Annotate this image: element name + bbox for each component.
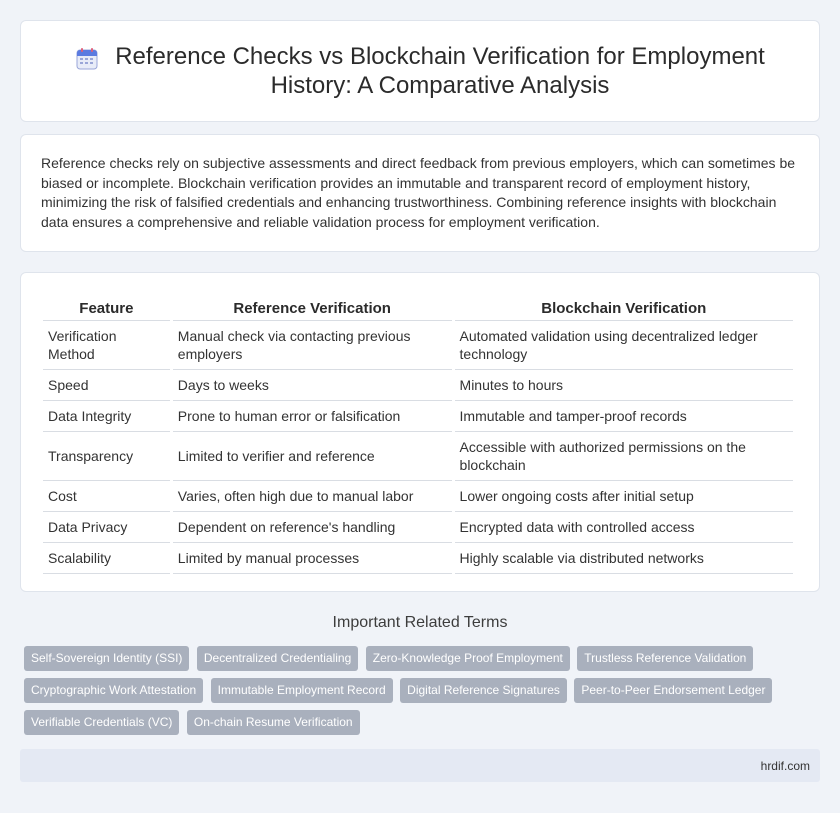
table-cell: Lower ongoing costs after initial setup xyxy=(455,481,793,512)
calendar-icon xyxy=(75,47,99,71)
table-cell: Varies, often high due to manual labor xyxy=(173,481,452,512)
related-terms-tags xyxy=(24,646,784,742)
table-cell: Prone to human error or falsification xyxy=(173,401,452,432)
tag-verifiable-credentials[interactable]: Verifiable Credentials (VC) xyxy=(24,710,179,735)
summary-text: Reference checks rely on subjective assessments and direct feedback from previous employers, which can sometimes be biased or incomplete. Blockchain verification provides an immutable and transparent record of employment history, minimizing the risk of falsified credentials and enhancing trustworthiness. Combining reference insights with blockchain data ensures a comprehensive and reliable validation process for employment verification. xyxy=(41,155,796,230)
table-cell: Cost xyxy=(43,481,170,512)
tag-trustless-reference[interactable]: Trustless Reference Validation xyxy=(577,646,753,671)
table-cell: Immutable and tamper-proof records xyxy=(455,401,793,432)
tag-zkp-employment[interactable]: Zero-Knowledge Proof Employment xyxy=(366,646,570,671)
comparison-table-card xyxy=(20,272,820,592)
header-card xyxy=(20,20,820,122)
table-cell: Minutes to hours xyxy=(455,370,793,401)
footer xyxy=(20,749,820,782)
summary-card xyxy=(20,134,820,252)
table-row xyxy=(43,481,793,512)
table-cell: Dependent on reference's handling xyxy=(173,512,452,543)
tag-immutable-record[interactable]: Immutable Employment Record xyxy=(211,678,393,703)
table-row xyxy=(43,370,793,401)
tag-digital-signatures[interactable]: Digital Reference Signatures xyxy=(400,678,567,703)
table-cell: Highly scalable via distributed networks xyxy=(455,543,793,574)
table-cell: Data Privacy xyxy=(43,512,170,543)
table-cell: Accessible with authorized permissions on the blockchain xyxy=(455,432,793,481)
table-cell: Limited to verifier and reference xyxy=(173,432,452,481)
table-cell: Data Integrity xyxy=(43,401,170,432)
table-header-row xyxy=(43,293,793,321)
header-reference-verification: Reference Verification xyxy=(173,293,452,321)
table-row xyxy=(43,401,793,432)
tag-cryptographic-attestation[interactable]: Cryptographic Work Attestation xyxy=(24,678,203,703)
footer-site-link[interactable]: hrdif.com xyxy=(760,759,810,773)
tag-p2p-endorsement[interactable]: Peer-to-Peer Endorsement Ledger xyxy=(574,678,772,703)
header-feature: Feature xyxy=(43,293,170,321)
related-terms-title: Important Related Terms xyxy=(332,614,508,631)
table-cell: Transparency xyxy=(43,432,170,481)
table-row xyxy=(43,512,793,543)
header-blockchain-verification: Blockchain Verification xyxy=(455,293,793,321)
table-cell: Encrypted data with controlled access xyxy=(455,512,793,543)
table-cell: Scalability xyxy=(43,543,170,574)
page-title: Reference Checks vs Blockchain Verification for Employment History: A Comparative Analysis xyxy=(115,43,765,99)
table-cell: Manual check via contacting previous employers xyxy=(173,321,452,370)
table-row xyxy=(43,321,793,370)
table-row xyxy=(43,543,793,574)
table-cell: Days to weeks xyxy=(173,370,452,401)
title-wrap xyxy=(21,21,819,121)
table-cell: Speed xyxy=(43,370,170,401)
tag-ssi[interactable]: Self-Sovereign Identity (SSI) xyxy=(24,646,189,671)
table-row xyxy=(43,432,793,481)
table-cell: Limited by manual processes xyxy=(173,543,452,574)
tag-decentralized-credentialing[interactable]: Decentralized Credentialing xyxy=(197,646,358,671)
table-cell: Verification Method xyxy=(43,321,170,370)
table-cell: Automated validation using decentralized ledger technology xyxy=(455,321,793,370)
tag-onchain-resume[interactable]: On-chain Resume Verification xyxy=(187,710,360,735)
comparison-table xyxy=(40,293,796,574)
